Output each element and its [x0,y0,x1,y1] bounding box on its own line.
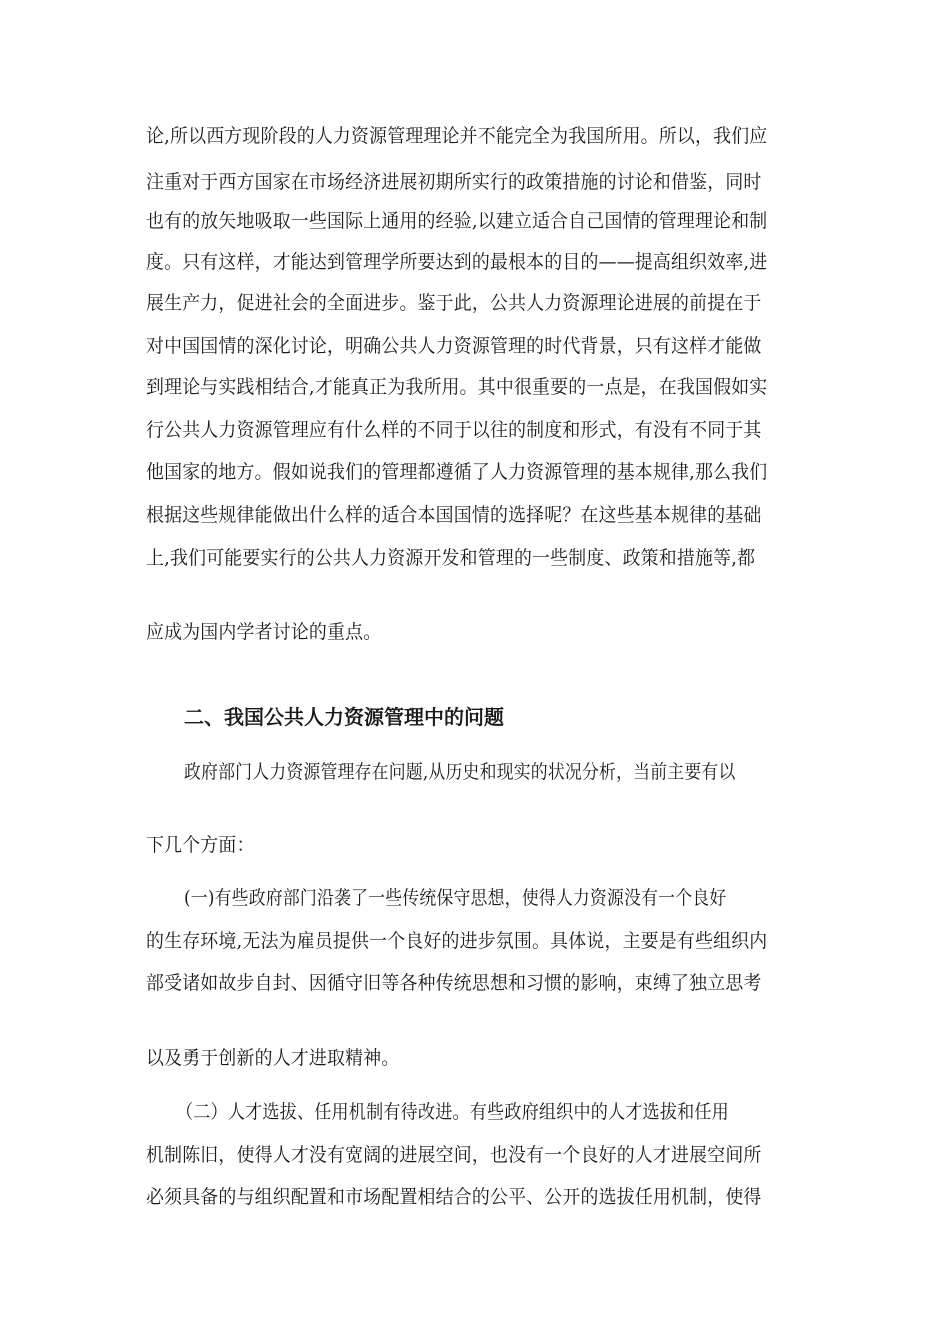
text-line: 到理论与实践相结合,才能真正为我所用。其中很重要的一点是，在我国假如实 [146,376,768,398]
text-line: 对中国国情的深化讨论，明确公共人力资源管理的时代背景，只有这样才能做 [146,335,762,357]
text-line: 论,所以西方现阶段的人力资源管理理论并不能完全为我国所用。所以，我们应 [146,125,768,147]
text-line: (一)有些政府部门沿袭了一些传统保守思想，使得人力资源没有一个良好 [184,887,727,909]
text-line: 政府部门人力资源管理存在问题,从历史和现实的状况分析，当前主要有以 [184,761,736,783]
text-line: 行公共人力资源管理应有什么样的不同于以往的制度和形式，有没有不同于其 [146,419,762,441]
text-line: 根据这些规律能做出什么样的适合本国国情的选择呢？在这些基本规律的基础 [146,504,762,526]
section-heading: 二、我国公共人力资源管理中的问题 [184,705,504,729]
text-line: 下几个方面： [146,834,255,856]
text-line: 必须具备的与组织配置和市场配置相结合的公平、公开的选拔任用机制，使得 [146,1186,762,1208]
text-line: 上,我们可能要实行的公共人力资源开发和管理的一些制度、政策和措施等,都 [146,547,756,569]
text-line: 以及勇于创新的人才进取精神。 [146,1047,400,1069]
text-line: （二）人才选拔、任用机制有待改进。有些政府组织中的人才选拔和任用 [176,1101,729,1123]
text-line: 机制陈旧，使得人才没有宽阔的进展空间，也没有一个良好的人才进展空间所 [146,1144,762,1166]
text-line: 度。只有这样，才能达到管理学所要达到的最根本的目的——提高组织效率,进 [146,251,768,273]
text-line: 他国家的地方。假如说我们的管理都遵循了人力资源管理的基本规律,那么我们 [146,461,768,483]
text-line: 应成为国内学者讨论的重点。 [146,621,382,643]
text-line: 注重对于西方国家在市场经济进展初期所实行的政策措施的讨论和借鉴，同时 [146,171,762,193]
text-line: 的生存环境,无法为雇员提供一个良好的进步氛围。具体说，主要是有些组织内 [146,930,768,952]
text-line: 部受诸如故步自封、因循守旧等各种传统思想和习惯的影响，束缚了独立思考 [146,972,762,994]
text-line: 展生产力，促进社会的全面进步。鉴于此，公共人力资源理论进展的前提在于 [146,292,762,314]
text-line: 也有的放矢地吸取一些国际上通用的经验,以建立适合自己国情的管理理论和制 [146,210,768,232]
